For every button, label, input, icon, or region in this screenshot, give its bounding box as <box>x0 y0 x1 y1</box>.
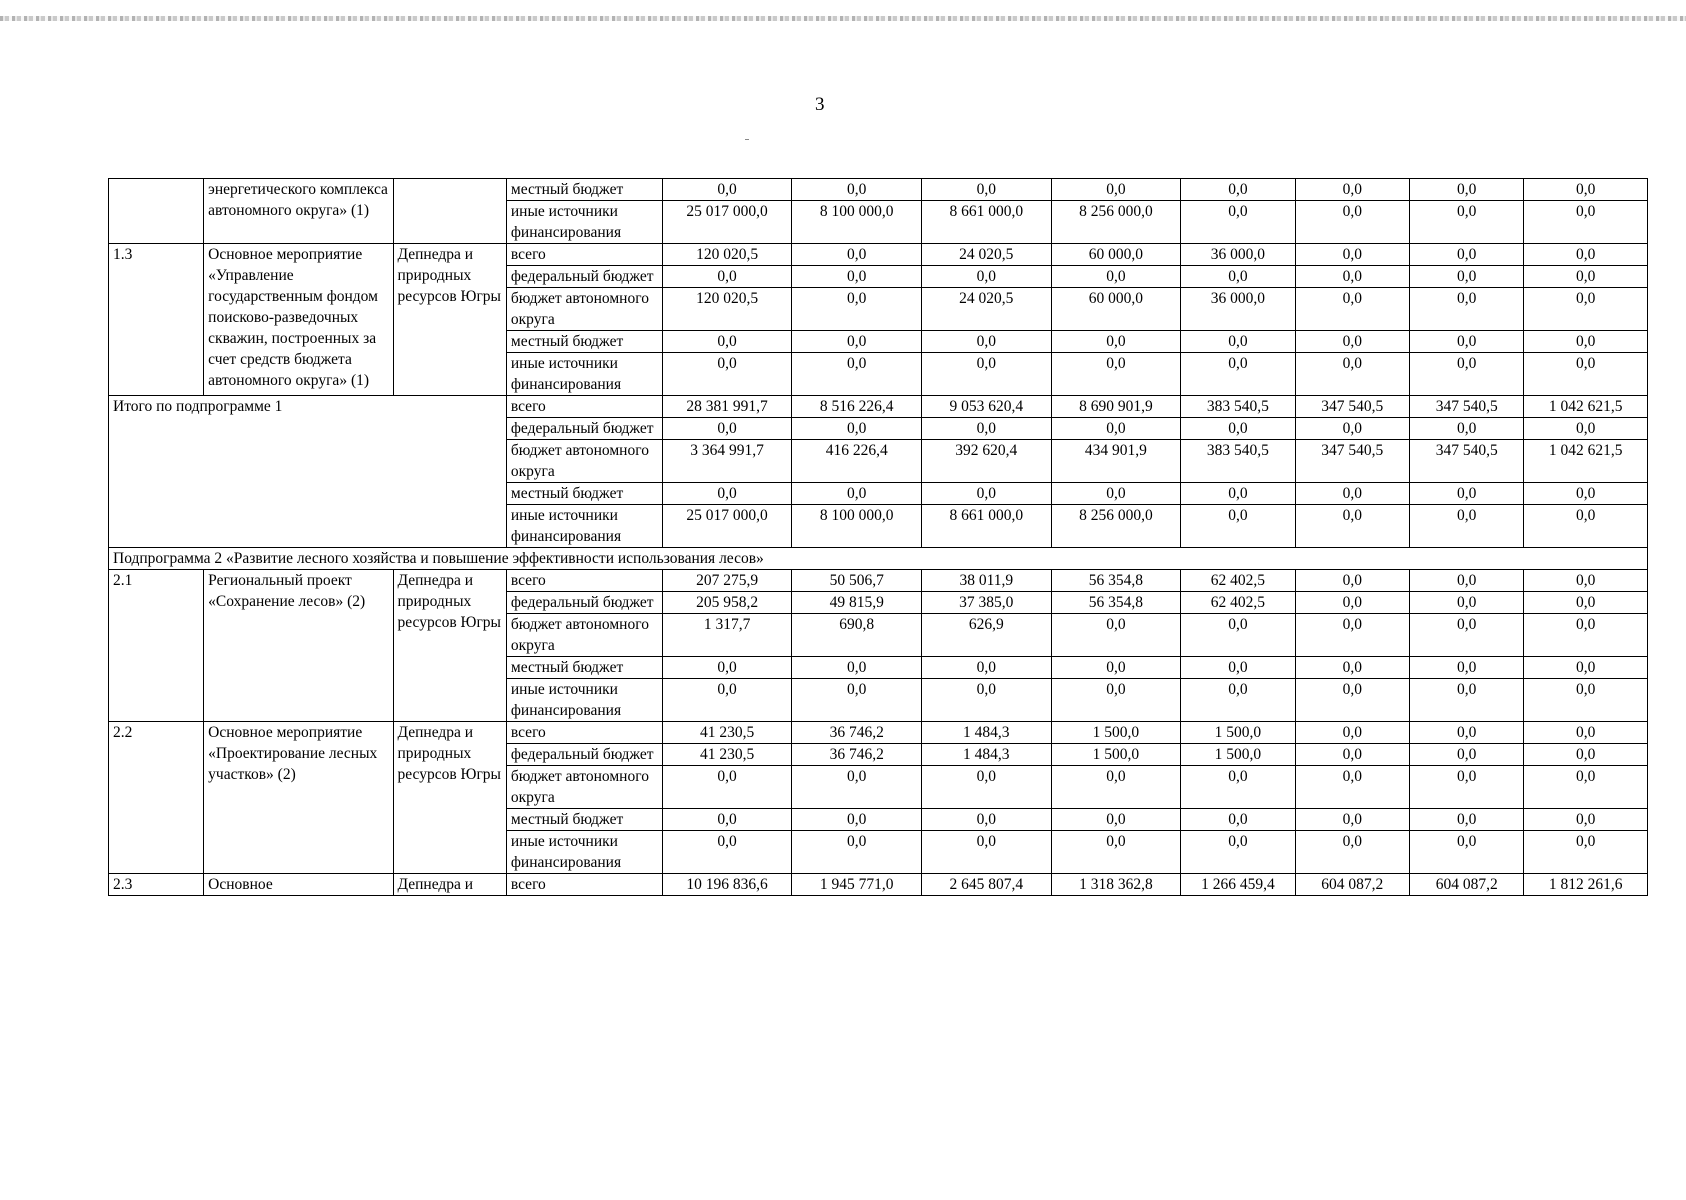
amount-cell: 0,0 <box>1181 418 1295 440</box>
table-row <box>109 570 1648 592</box>
amount-cell: 120 020,5 <box>662 288 792 331</box>
amount-cell: 8 661 000,0 <box>922 505 1052 548</box>
amount-cell: 0,0 <box>662 266 792 288</box>
amount-cell: 0,0 <box>922 179 1052 201</box>
table-row <box>109 179 1648 201</box>
amount-cell: 0,0 <box>1410 418 1524 440</box>
amount-cell: 0,0 <box>1524 179 1648 201</box>
amount-cell: 0,0 <box>1295 179 1409 201</box>
funding-source: бюджет автономного округа <box>506 766 662 809</box>
amount-cell: 0,0 <box>1524 679 1648 722</box>
funding-source: иные источники финансирования <box>506 201 662 244</box>
amount-cell: 0,0 <box>1181 179 1295 201</box>
amount-cell: 626,9 <box>922 614 1052 657</box>
amount-cell: 0,0 <box>1051 179 1181 201</box>
amount-cell: 1 500,0 <box>1181 744 1295 766</box>
funding-source: федеральный бюджет <box>506 266 662 288</box>
amount-cell: 0,0 <box>1295 592 1409 614</box>
item-number: 2.2 <box>109 722 204 874</box>
amount-cell: 207 275,9 <box>662 570 792 592</box>
amount-cell: 0,0 <box>922 657 1052 679</box>
amount-cell: 0,0 <box>1524 614 1648 657</box>
page-number: 3 <box>815 94 825 115</box>
scan-top-edge <box>0 16 1686 21</box>
amount-cell: 0,0 <box>1051 614 1181 657</box>
amount-cell: 0,0 <box>792 331 922 353</box>
funding-source: федеральный бюджет <box>506 744 662 766</box>
amount-cell: 0,0 <box>1410 288 1524 331</box>
amount-cell: 0,0 <box>1524 266 1648 288</box>
amount-cell: 0,0 <box>1181 679 1295 722</box>
funding-source: бюджет автономного округа <box>506 288 662 331</box>
amount-cell: 8 256 000,0 <box>1051 505 1181 548</box>
item-executor: Депнедра и природных ресурсов Югры <box>393 570 506 722</box>
amount-cell: 8 516 226,4 <box>792 396 922 418</box>
amount-cell: 8 661 000,0 <box>922 201 1052 244</box>
amount-cell: 62 402,5 <box>1181 570 1295 592</box>
amount-cell: 347 540,5 <box>1410 396 1524 418</box>
amount-cell: 56 354,8 <box>1051 570 1181 592</box>
amount-cell: 0,0 <box>1181 266 1295 288</box>
amount-cell: 0,0 <box>1295 809 1409 831</box>
amount-cell: 56 354,8 <box>1051 592 1181 614</box>
scan-speck <box>745 139 749 140</box>
amount-cell: 0,0 <box>1295 288 1409 331</box>
amount-cell: 0,0 <box>1524 744 1648 766</box>
amount-cell: 0,0 <box>922 331 1052 353</box>
amount-cell: 0,0 <box>662 657 792 679</box>
amount-cell: 38 011,9 <box>922 570 1052 592</box>
amount-cell: 0,0 <box>1295 244 1409 266</box>
amount-cell: 25 017 000,0 <box>662 505 792 548</box>
amount-cell: 0,0 <box>1051 266 1181 288</box>
amount-cell: 0,0 <box>662 179 792 201</box>
amount-cell: 25 017 000,0 <box>662 201 792 244</box>
amount-cell: 0,0 <box>662 831 792 874</box>
amount-cell: 10 196 836,6 <box>662 874 792 896</box>
amount-cell: 0,0 <box>1410 657 1524 679</box>
funding-source: всего <box>506 570 662 592</box>
amount-cell: 0,0 <box>1051 418 1181 440</box>
funding-source: федеральный бюджет <box>506 592 662 614</box>
amount-cell: 0,0 <box>1181 809 1295 831</box>
amount-cell: 0,0 <box>1295 831 1409 874</box>
amount-cell: 0,0 <box>792 288 922 331</box>
amount-cell: 347 540,5 <box>1295 396 1409 418</box>
amount-cell: 0,0 <box>662 418 792 440</box>
funding-source: местный бюджет <box>506 809 662 831</box>
amount-cell: 0,0 <box>1295 722 1409 744</box>
amount-cell: 0,0 <box>1410 592 1524 614</box>
funding-source: всего <box>506 874 662 896</box>
table-row <box>109 874 1648 896</box>
item-executor <box>393 179 506 244</box>
amount-cell: 0,0 <box>1524 766 1648 809</box>
amount-cell: 0,0 <box>1051 353 1181 396</box>
amount-cell: 0,0 <box>1295 418 1409 440</box>
amount-cell: 0,0 <box>1410 679 1524 722</box>
amount-cell: 0,0 <box>1181 353 1295 396</box>
amount-cell: 0,0 <box>1524 570 1648 592</box>
amount-cell: 0,0 <box>1524 722 1648 744</box>
amount-cell: 0,0 <box>1524 244 1648 266</box>
amount-cell: 1 317,7 <box>662 614 792 657</box>
funding-source: иные источники финансирования <box>506 505 662 548</box>
amount-cell: 1 318 362,8 <box>1051 874 1181 896</box>
amount-cell: 1 042 621,5 <box>1524 396 1648 418</box>
amount-cell: 41 230,5 <box>662 744 792 766</box>
amount-cell: 0,0 <box>1524 831 1648 874</box>
item-executor: Депнедра и природных ресурсов Югры <box>393 722 506 874</box>
table-row <box>109 722 1648 744</box>
funding-source: иные источники финансирования <box>506 831 662 874</box>
amount-cell: 9 053 620,4 <box>922 396 1052 418</box>
amount-cell: 0,0 <box>1410 244 1524 266</box>
amount-cell: 36 746,2 <box>792 722 922 744</box>
funding-source: федеральный бюджет <box>506 418 662 440</box>
amount-cell: 60 000,0 <box>1051 244 1181 266</box>
item-executor: Депнедра и природных ресурсов Югры <box>393 244 506 396</box>
item-number: 2.3 <box>109 874 204 896</box>
amount-cell: 62 402,5 <box>1181 592 1295 614</box>
amount-cell: 0,0 <box>1051 766 1181 809</box>
amount-cell: 416 226,4 <box>792 440 922 483</box>
amount-cell: 347 540,5 <box>1295 440 1409 483</box>
amount-cell: 50 506,7 <box>792 570 922 592</box>
amount-cell: 0,0 <box>922 266 1052 288</box>
item-name: Региональный проект «Сохранение лесов» (2) <box>204 570 393 722</box>
amount-cell: 0,0 <box>792 418 922 440</box>
amount-cell: 0,0 <box>1181 505 1295 548</box>
funding-source: бюджет автономного округа <box>506 440 662 483</box>
amount-cell: 0,0 <box>1524 809 1648 831</box>
amount-cell: 0,0 <box>662 679 792 722</box>
amount-cell: 0,0 <box>922 766 1052 809</box>
amount-cell: 36 000,0 <box>1181 244 1295 266</box>
amount-cell: 24 020,5 <box>922 244 1052 266</box>
section-title: Подпрограмма 2 «Развитие лесного хозяйства и повышение эффективности использования лесов» <box>109 548 1648 570</box>
amount-cell: 0,0 <box>792 353 922 396</box>
amount-cell: 0,0 <box>1524 288 1648 331</box>
amount-cell: 1 266 459,4 <box>1181 874 1295 896</box>
amount-cell: 0,0 <box>1295 657 1409 679</box>
amount-cell: 0,0 <box>922 418 1052 440</box>
amount-cell: 0,0 <box>1181 331 1295 353</box>
amount-cell: 49 815,9 <box>792 592 922 614</box>
amount-cell: 1 500,0 <box>1051 722 1181 744</box>
amount-cell: 0,0 <box>1181 657 1295 679</box>
amount-cell: 0,0 <box>1181 766 1295 809</box>
amount-cell: 0,0 <box>1295 483 1409 505</box>
amount-cell: 28 381 991,7 <box>662 396 792 418</box>
amount-cell: 0,0 <box>1181 614 1295 657</box>
amount-cell: 8 690 901,9 <box>1051 396 1181 418</box>
amount-cell: 0,0 <box>1410 266 1524 288</box>
funding-source: всего <box>506 244 662 266</box>
amount-cell: 0,0 <box>1410 809 1524 831</box>
funding-table <box>108 178 1648 896</box>
amount-cell: 434 901,9 <box>1051 440 1181 483</box>
funding-source: местный бюджет <box>506 657 662 679</box>
amount-cell: 0,0 <box>1295 614 1409 657</box>
amount-cell: 0,0 <box>792 179 922 201</box>
amount-cell: 0,0 <box>792 831 922 874</box>
item-name: Основное мероприятие «Управление государственным фондом поисково-разведочных скважин, построенных за счет средств бюджета автономного округа» (1) <box>204 244 393 396</box>
amount-cell: 205 958,2 <box>662 592 792 614</box>
amount-cell: 0,0 <box>1410 831 1524 874</box>
item-number: 2.1 <box>109 570 204 722</box>
amount-cell: 0,0 <box>792 766 922 809</box>
amount-cell: 0,0 <box>792 266 922 288</box>
amount-cell: 0,0 <box>792 657 922 679</box>
amount-cell: 0,0 <box>662 331 792 353</box>
amount-cell: 0,0 <box>1181 201 1295 244</box>
funding-source: иные источники финансирования <box>506 353 662 396</box>
amount-cell: 3 364 991,7 <box>662 440 792 483</box>
amount-cell: 1 484,3 <box>922 722 1052 744</box>
amount-cell: 37 385,0 <box>922 592 1052 614</box>
amount-cell: 36 746,2 <box>792 744 922 766</box>
amount-cell: 0,0 <box>1295 201 1409 244</box>
amount-cell: 0,0 <box>1410 201 1524 244</box>
amount-cell: 604 087,2 <box>1295 874 1409 896</box>
amount-cell: 0,0 <box>1410 353 1524 396</box>
amount-cell: 0,0 <box>1051 483 1181 505</box>
amount-cell: 1 812 261,6 <box>1524 874 1648 896</box>
amount-cell: 0,0 <box>922 831 1052 874</box>
funding-source: всего <box>506 396 662 418</box>
amount-cell: 1 500,0 <box>1181 722 1295 744</box>
amount-cell: 0,0 <box>1410 722 1524 744</box>
amount-cell: 0,0 <box>922 483 1052 505</box>
amount-cell: 0,0 <box>1051 809 1181 831</box>
item-name: Основное <box>204 874 393 896</box>
amount-cell: 41 230,5 <box>662 722 792 744</box>
section-row <box>109 548 1648 570</box>
amount-cell: 0,0 <box>1295 353 1409 396</box>
amount-cell: 8 256 000,0 <box>1051 201 1181 244</box>
amount-cell: 0,0 <box>1295 266 1409 288</box>
amount-cell: 0,0 <box>1295 331 1409 353</box>
amount-cell: 0,0 <box>662 766 792 809</box>
table-row <box>109 244 1648 266</box>
amount-cell: 0,0 <box>1524 592 1648 614</box>
funding-source: бюджет автономного округа <box>506 614 662 657</box>
amount-cell: 0,0 <box>1524 331 1648 353</box>
amount-cell: 0,0 <box>922 809 1052 831</box>
amount-cell: 0,0 <box>922 353 1052 396</box>
amount-cell: 8 100 000,0 <box>792 201 922 244</box>
amount-cell: 392 620,4 <box>922 440 1052 483</box>
total-label: Итого по подпрограмме 1 <box>109 396 507 548</box>
amount-cell: 0,0 <box>662 353 792 396</box>
amount-cell: 0,0 <box>1051 331 1181 353</box>
amount-cell: 383 540,5 <box>1181 396 1295 418</box>
item-name: энергетического комплекса автономного округа» (1) <box>204 179 393 244</box>
amount-cell: 0,0 <box>1524 418 1648 440</box>
funding-source: местный бюджет <box>506 483 662 505</box>
amount-cell: 0,0 <box>1181 483 1295 505</box>
amount-cell: 0,0 <box>1410 766 1524 809</box>
amount-cell: 0,0 <box>1295 744 1409 766</box>
amount-cell: 0,0 <box>662 809 792 831</box>
amount-cell: 0,0 <box>792 809 922 831</box>
funding-source: местный бюджет <box>506 331 662 353</box>
item-name: Основное мероприятие «Проектирование лесных участков» (2) <box>204 722 393 874</box>
amount-cell: 0,0 <box>1295 766 1409 809</box>
amount-cell: 0,0 <box>662 483 792 505</box>
amount-cell: 120 020,5 <box>662 244 792 266</box>
amount-cell: 383 540,5 <box>1181 440 1295 483</box>
funding-source: всего <box>506 722 662 744</box>
amount-cell: 0,0 <box>1181 831 1295 874</box>
amount-cell: 0,0 <box>1410 744 1524 766</box>
amount-cell: 0,0 <box>792 679 922 722</box>
amount-cell: 0,0 <box>1295 570 1409 592</box>
amount-cell: 1 042 621,5 <box>1524 440 1648 483</box>
amount-cell: 36 000,0 <box>1181 288 1295 331</box>
amount-cell: 60 000,0 <box>1051 288 1181 331</box>
amount-cell: 0,0 <box>1524 201 1648 244</box>
amount-cell: 0,0 <box>1295 505 1409 548</box>
amount-cell: 0,0 <box>1410 179 1524 201</box>
amount-cell: 0,0 <box>1410 483 1524 505</box>
amount-cell: 347 540,5 <box>1410 440 1524 483</box>
amount-cell: 1 484,3 <box>922 744 1052 766</box>
amount-cell: 0,0 <box>1410 505 1524 548</box>
amount-cell: 24 020,5 <box>922 288 1052 331</box>
amount-cell: 690,8 <box>792 614 922 657</box>
amount-cell: 1 500,0 <box>1051 744 1181 766</box>
amount-cell: 0,0 <box>1295 679 1409 722</box>
amount-cell: 0,0 <box>1524 483 1648 505</box>
amount-cell: 0,0 <box>1410 570 1524 592</box>
amount-cell: 0,0 <box>1524 657 1648 679</box>
amount-cell: 604 087,2 <box>1410 874 1524 896</box>
amount-cell: 0,0 <box>1410 331 1524 353</box>
total-row <box>109 396 1648 418</box>
item-executor: Депнедра и <box>393 874 506 896</box>
amount-cell: 0,0 <box>792 483 922 505</box>
funding-source: местный бюджет <box>506 179 662 201</box>
amount-cell: 0,0 <box>1051 657 1181 679</box>
amount-cell: 0,0 <box>792 244 922 266</box>
amount-cell: 1 945 771,0 <box>792 874 922 896</box>
funding-source: иные источники финансирования <box>506 679 662 722</box>
amount-cell: 0,0 <box>1410 614 1524 657</box>
amount-cell: 8 100 000,0 <box>792 505 922 548</box>
amount-cell: 0,0 <box>1524 353 1648 396</box>
amount-cell: 0,0 <box>1524 505 1648 548</box>
amount-cell: 0,0 <box>1051 679 1181 722</box>
amount-cell: 2 645 807,4 <box>922 874 1052 896</box>
item-number <box>109 179 204 244</box>
amount-cell: 0,0 <box>922 679 1052 722</box>
item-number: 1.3 <box>109 244 204 396</box>
amount-cell: 0,0 <box>1051 831 1181 874</box>
